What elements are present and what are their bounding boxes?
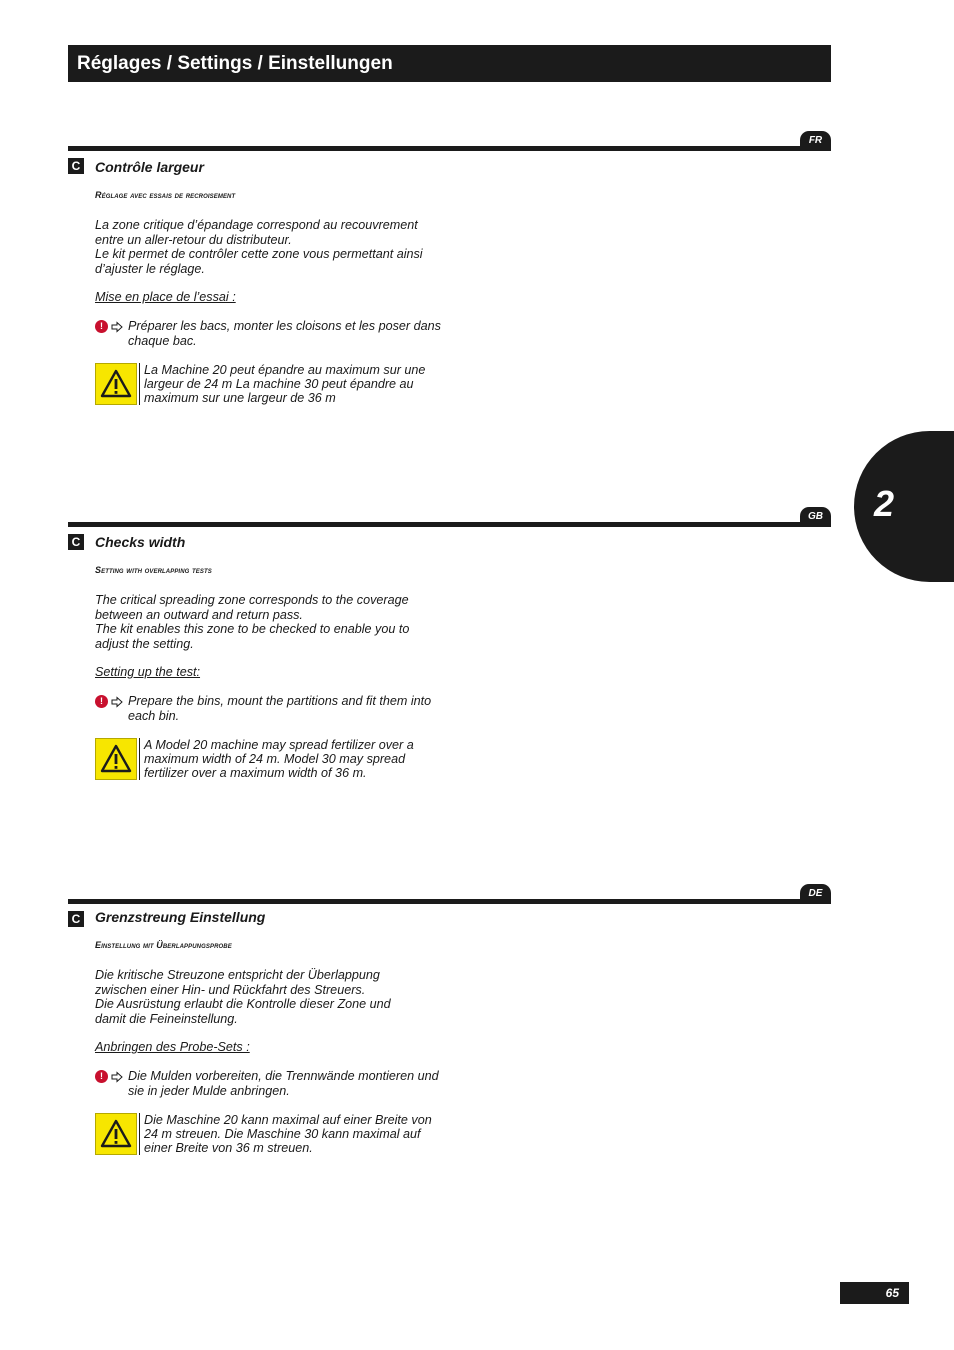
section-title: Grenzstreung Einstellung (95, 909, 266, 925)
page-header-title: Réglages / Settings / Einstellungen (77, 53, 393, 74)
setup-label: Anbringen des Probe-Sets : (95, 1040, 250, 1054)
step-text: Prepare the bins, mount the partitions and fit them into each bin. (128, 694, 432, 723)
step-text: Préparer les bacs, monter les cloisons et les poser dans chaque bac. (128, 319, 441, 348)
alert-icon: ! (95, 695, 108, 708)
warning-triangle-icon (99, 742, 133, 776)
section-marker: C (68, 911, 84, 927)
language-badge: FR (800, 131, 831, 150)
warning-divider (139, 363, 140, 405)
section-rule (68, 146, 831, 151)
step-item (95, 694, 455, 726)
setup-label: Setting up the test: (95, 665, 201, 679)
warning-triangle-icon (99, 1117, 133, 1151)
warning-box (95, 738, 137, 780)
warning-box (95, 363, 137, 405)
section-subtitle: Setting with overlapping tests (95, 565, 212, 575)
language-badge: GB (800, 507, 831, 526)
step-item (95, 319, 455, 351)
section-marker: C (68, 534, 84, 550)
section-paragraph: Die kritische Streuzone entspricht der Überlappung zwischen einer Hin- und Rückfahrt des Streuers. Die Ausrüstung erlaubt die Kontrolle dieser Zone und damit die Feineinstellung. (95, 968, 391, 1026)
section-subtitle: Einstellung mit Überlappungsprobe (95, 940, 232, 950)
section-marker: C (68, 158, 84, 174)
warning-divider (139, 738, 140, 780)
warning-text: La Machine 20 peut épandre au maximum sur une largeur de 24 m La machine 30 peut épandre au maximum sur une largeur de 36 m (144, 363, 426, 406)
warning-divider (139, 1113, 140, 1155)
warning-triangle-icon (99, 367, 133, 401)
step-item (95, 1069, 455, 1101)
warning-text: A Model 20 machine may spread fertilizer over a maximum width of 24 m. Model 30 may spread fertilizer over a maximum width of 36 m. (144, 738, 414, 781)
arrow-right-icon (111, 321, 123, 333)
section-subtitle: Réglage avec essais de recroisement (95, 190, 236, 200)
arrow-right-icon (111, 696, 123, 708)
section-paragraph: The critical spreading zone corresponds to the coverage between an outward and return pass. The kit enables this zone to be checked to enable you to adjust the setting. (95, 593, 410, 651)
arrow-right-icon (111, 1071, 123, 1083)
section-title: Contrôle largeur (95, 159, 204, 175)
step-text: Die Mulden vorbereiten, die Trennwände montieren und sie in jeder Mulde anbringen. (128, 1069, 439, 1098)
section-rule (68, 522, 831, 527)
alert-icon: ! (95, 320, 108, 333)
chapter-number: 2 (874, 483, 895, 524)
language-badge: DE (800, 884, 831, 903)
section-title: Checks width (95, 534, 186, 550)
section-paragraph: La zone critique d’épandage correspond au recouvrement entre un aller-retour du distributeur. Le kit permet de contrôler cette zone vous permettant ainsi d’ajuster le réglage. (95, 218, 423, 276)
page-header (68, 45, 831, 82)
chapter-tab (854, 431, 954, 582)
warning-text: Die Maschine 20 kann maximal auf einer Breite von 24 m streuen. Die Maschine 30 kann maximal auf einer Breite von 36 m streuen. (144, 1113, 432, 1156)
section-rule (68, 899, 831, 904)
page-number: 65 (840, 1282, 909, 1304)
alert-icon: ! (95, 1070, 108, 1083)
warning-box (95, 1113, 137, 1155)
setup-label: Mise en place de l’essai : (95, 290, 236, 304)
